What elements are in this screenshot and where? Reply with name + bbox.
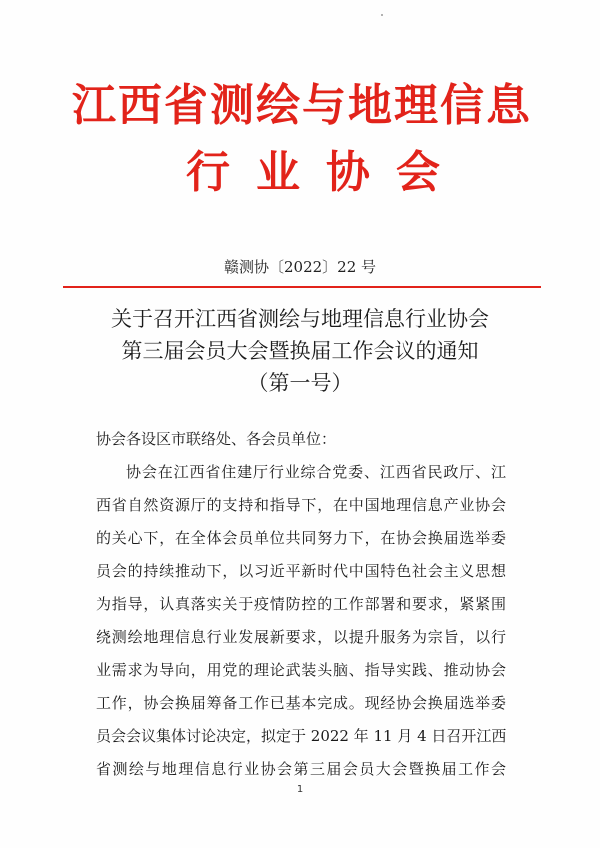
page-number: 1 <box>296 784 304 795</box>
body-line: 协会在江西省住建厅行业综合党委、江西省民政厅、江 <box>126 463 506 481</box>
body-line: 绕测绘地理信息行业发展新要求，以提升服务为宗旨，以行 <box>96 628 506 646</box>
body-line: 省测绘与地理信息行业协会第三届会员大会暨换届工作会 <box>96 760 506 778</box>
notice-title-line-2: 第三届会员大会暨换届工作会议的通知 <box>121 339 479 363</box>
body-line: 业需求为导向，用党的理论武装头脑、指导实践、推动协会 <box>96 661 506 679</box>
body-line: 的关心下，在全体会员单位共同努力下，在协会换届选举委 <box>96 529 506 547</box>
document-number: 赣测协〔2022〕22 号 <box>223 258 377 276</box>
scan-artifact-dot <box>381 14 383 16</box>
body-line: 为指导，认真落实关于疫情防控的工作部署和要求，紧紧围 <box>96 595 506 613</box>
body-line: 员会会议集体讨论决定，拟定于 2022 年 11 月 4 日召开江西 <box>96 727 507 745</box>
body-line: 员会的持续推动下，以习近平新时代中国特色社会主义思想 <box>96 562 506 580</box>
red-separator-line <box>63 286 541 288</box>
body-line: 西省自然资源厅的支持和指导下，在中国地理信息产业协会 <box>96 496 506 514</box>
salutation: 协会各设区市联络处、各会员单位： <box>96 430 337 448</box>
notice-title-line-3: （第一号） <box>247 371 353 395</box>
org-header-line-2: 行业协会 <box>186 147 466 198</box>
body-line: 工作，协会换届筹备工作已基本完成。现经协会换届选举委 <box>96 694 506 712</box>
notice-title-line-1: 关于召开江西省测绘与地理信息行业协会 <box>111 307 489 331</box>
org-header-line-1: 江西省测绘与地理信息 <box>72 80 532 131</box>
